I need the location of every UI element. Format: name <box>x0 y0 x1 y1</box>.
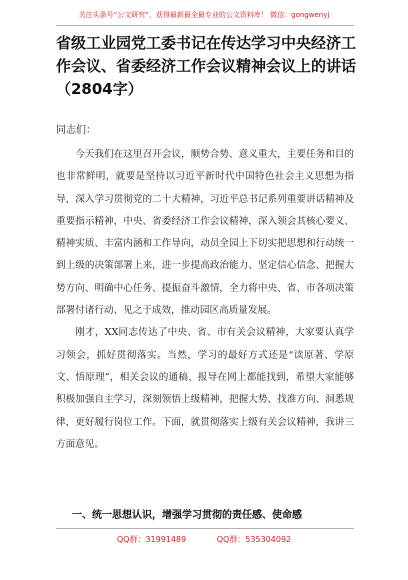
footer-divider <box>56 528 354 529</box>
salutation: 同志们： <box>56 125 96 136</box>
header-banner: 关注头条号“公文研究”，获得最新最全最专业的公文资料库！ 微信：gongwenyj <box>78 11 330 19</box>
paragraph-2: 刚才，XX同志传达了中央、省、市有关会议精神，大家要认真学习领会，抓好贯彻落实。当然，学习的最好方式还是“读原著、学原文、悟原理”，相关会议的通稿、报导在网上都能找到，希望大家能够积极加强自主学习，深刻领悟上级精神，把握大势、找准方向、洞悉规律，更好履行岗位工作。下面，就贯彻落实上级有关会议精神，我讲三方面意见。 <box>56 327 354 450</box>
document-body <box>56 144 354 456</box>
header-divider <box>56 25 354 26</box>
footer <box>0 534 408 545</box>
footer-qq-group-2: QQ群：535304092 <box>216 535 292 544</box>
document-title: 省级工业园党工委书记在传达学习中央经济工作会议、省委经济工作会议精神会议上的讲话（2804字） <box>56 34 357 98</box>
section-heading-1: 一、统一思想认识，增强学习贯彻的责任感、使命感 <box>72 510 302 521</box>
paragraph-1: 今天我们在这里召开会议，顺势合势、意义重大，主要任务和目的也非常鲜明，就要是坚持以习近平新时代中国特色社会主义思想为指导，深入学习贯彻党的二十大精神，习近平总书记系列重要讲话精神及重要指示精神，中央、省委经济工作会议精神，深入领会其核心要义、精神实质、丰富内涵和工作导向，动员全园上下切实把思想和行动统一到上级的决策部署上来，进一步提高政治能力、坚定信心信念、把握大势方向、明确中心任务、提振奋斗激情，全力将中央、省、市各项决策部署付诸行动、见之于成效，推动园区高质量发展。 <box>56 149 354 317</box>
footer-qq-group-1: QQ群：31991489 <box>116 535 187 544</box>
